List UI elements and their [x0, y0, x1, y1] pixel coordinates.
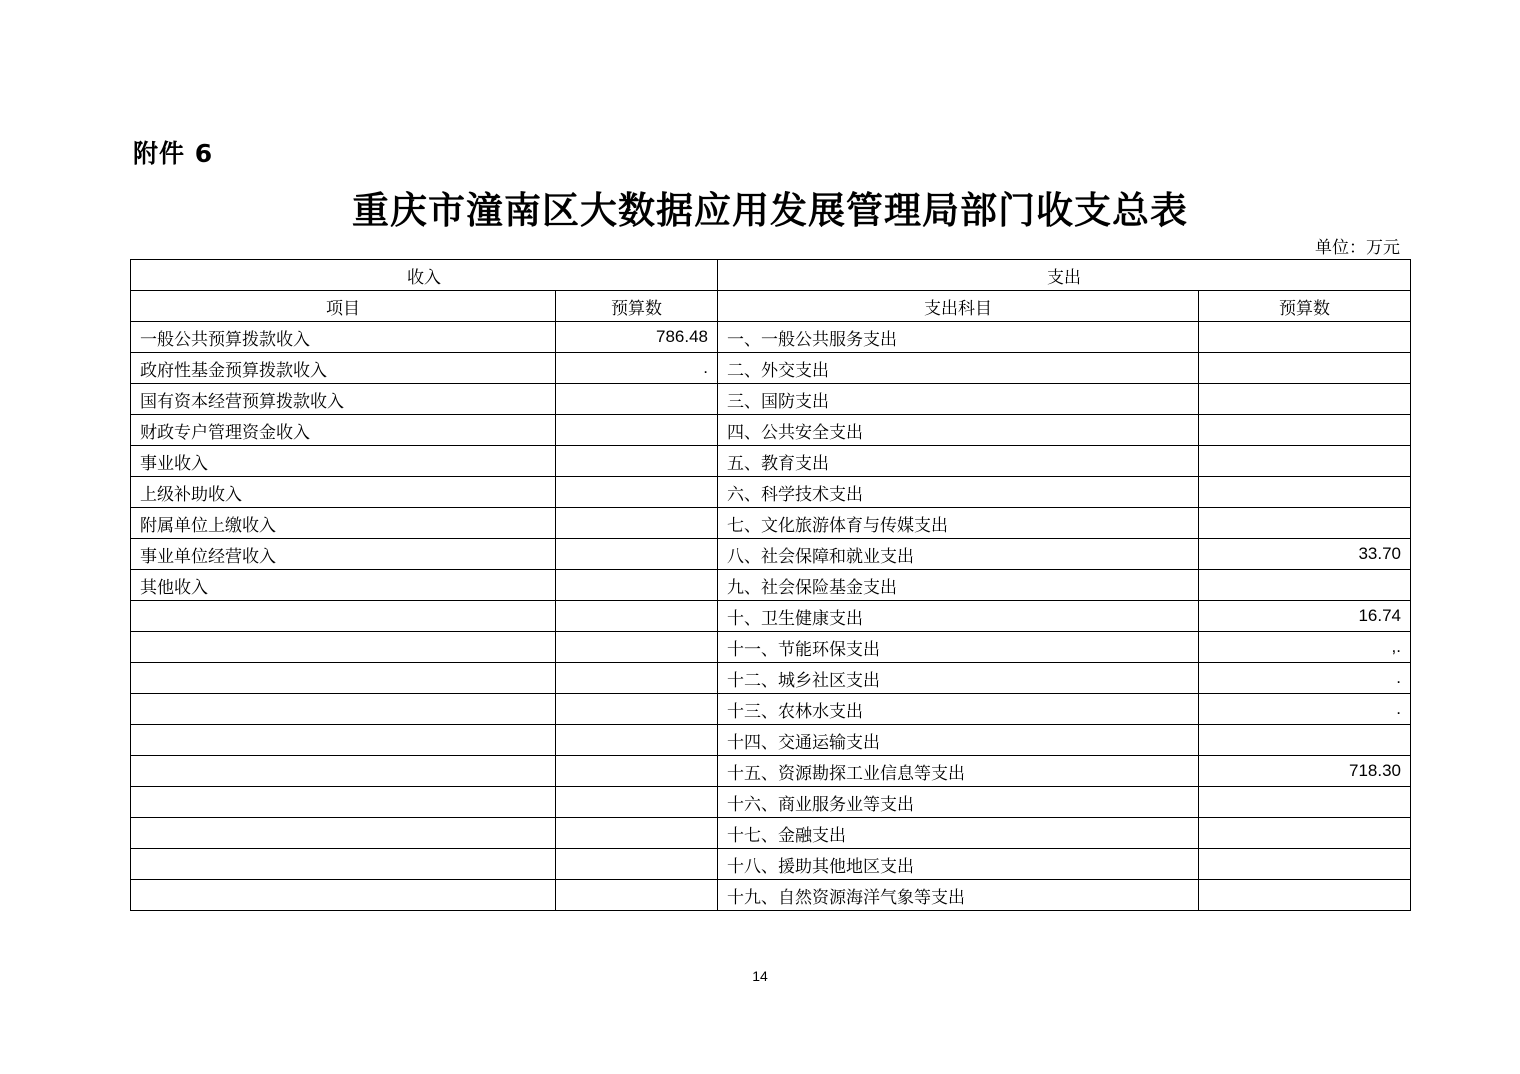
expense-item-cell: 十一、节能环保支出 — [718, 632, 1199, 663]
income-item-cell — [131, 756, 556, 787]
income-item-cell: 其他收入 — [131, 570, 556, 601]
expense-item-cell: 十二、城乡社区支出 — [718, 663, 1199, 694]
income-item-cell — [131, 725, 556, 756]
income-item-cell: 上级补助收入 — [131, 477, 556, 508]
income-budget-cell — [556, 849, 718, 880]
expense-budget-cell — [1199, 787, 1411, 818]
table-row — [131, 539, 1411, 570]
expense-budget-cell — [1199, 353, 1411, 384]
expense-item-cell: 十四、交通运输支出 — [718, 725, 1199, 756]
expense-item-cell: 十三、农林水支出 — [718, 694, 1199, 725]
table-row — [131, 446, 1411, 477]
income-budget-cell — [556, 756, 718, 787]
table-row — [131, 353, 1411, 384]
table-row — [131, 322, 1411, 353]
table-row — [131, 632, 1411, 663]
income-budget-cell — [556, 539, 718, 570]
expense-item-cell: 九、社会保险基金支出 — [718, 570, 1199, 601]
income-budget-cell — [556, 570, 718, 601]
income-item-cell — [131, 632, 556, 663]
expense-budget-cell — [1199, 508, 1411, 539]
expense-item-cell: 三、国防支出 — [718, 384, 1199, 415]
income-budget-cell — [556, 508, 718, 539]
income-budget-cell — [556, 787, 718, 818]
attachment-label: 附件 6 — [133, 139, 214, 168]
expense-budget-cell: 16.74 — [1199, 601, 1411, 632]
expense-budget-cell — [1199, 384, 1411, 415]
income-budget-cell — [556, 694, 718, 725]
income-item-header: 项目 — [131, 291, 556, 322]
document-title: 重庆市潼南区大数据应用发展管理局部门收支总表 — [352, 188, 1188, 232]
expense-item-cell: 一、一般公共服务支出 — [718, 322, 1199, 353]
expense-item-cell: 八、社会保障和就业支出 — [718, 539, 1199, 570]
expense-budget-cell — [1199, 446, 1411, 477]
expense-budget-header: 预算数 — [1199, 291, 1411, 322]
income-budget-cell — [556, 725, 718, 756]
expense-budget-cell — [1199, 570, 1411, 601]
table-row — [131, 756, 1411, 787]
budget-table — [130, 259, 1411, 911]
income-budget-header: 预算数 — [556, 291, 718, 322]
expense-item-cell: 十九、自然资源海洋气象等支出 — [718, 880, 1199, 911]
income-item-cell — [131, 849, 556, 880]
expense-item-cell: 二、外交支出 — [718, 353, 1199, 384]
income-budget-cell — [556, 663, 718, 694]
expense-item-cell: 六、科学技术支出 — [718, 477, 1199, 508]
income-item-cell: 国有资本经营预算拨款收入 — [131, 384, 556, 415]
income-budget-cell — [556, 601, 718, 632]
expense-budget-cell — [1199, 725, 1411, 756]
expense-budget-cell: ,. — [1199, 632, 1411, 663]
table-body — [131, 322, 1411, 911]
expense-item-cell: 十五、资源勘探工业信息等支出 — [718, 756, 1199, 787]
income-item-cell — [131, 880, 556, 911]
table-row — [131, 570, 1411, 601]
income-item-cell: 财政专户管理资金收入 — [131, 415, 556, 446]
page-number: 14 — [752, 968, 768, 984]
expense-budget-cell: 33.70 — [1199, 539, 1411, 570]
expense-item-cell: 十、卫生健康支出 — [718, 601, 1199, 632]
group-header-row — [131, 260, 1411, 291]
income-budget-cell: 786.48 — [556, 322, 718, 353]
table-row — [131, 694, 1411, 725]
income-budget-cell — [556, 446, 718, 477]
income-budget-cell — [556, 477, 718, 508]
income-item-cell — [131, 663, 556, 694]
table-row — [131, 415, 1411, 446]
income-budget-cell — [556, 818, 718, 849]
expense-budget-cell: 718.30 — [1199, 756, 1411, 787]
income-item-cell — [131, 818, 556, 849]
column-header-row — [131, 291, 1411, 322]
expense-budget-cell: . — [1199, 663, 1411, 694]
unit-label: 单位：万元 — [1315, 238, 1400, 258]
income-item-cell — [131, 694, 556, 725]
table-row — [131, 601, 1411, 632]
income-budget-cell — [556, 415, 718, 446]
expense-item-cell: 十七、金融支出 — [718, 818, 1199, 849]
table-row — [131, 818, 1411, 849]
expense-item-header: 支出科目 — [718, 291, 1199, 322]
expense-budget-cell — [1199, 849, 1411, 880]
expense-group-header: 支出 — [718, 260, 1411, 291]
income-group-header: 收入 — [131, 260, 718, 291]
income-item-cell: 政府性基金预算拨款收入 — [131, 353, 556, 384]
expense-budget-cell — [1199, 477, 1411, 508]
table-row — [131, 477, 1411, 508]
income-budget-cell — [556, 384, 718, 415]
expense-budget-cell — [1199, 415, 1411, 446]
table-row — [131, 880, 1411, 911]
expense-item-cell: 五、教育支出 — [718, 446, 1199, 477]
expense-budget-cell: . — [1199, 694, 1411, 725]
expense-budget-cell — [1199, 818, 1411, 849]
income-item-cell — [131, 787, 556, 818]
expense-item-cell: 十八、援助其他地区支出 — [718, 849, 1199, 880]
income-item-cell: 一般公共预算拨款收入 — [131, 322, 556, 353]
income-item-cell: 事业单位经营收入 — [131, 539, 556, 570]
table-row — [131, 849, 1411, 880]
expense-budget-cell — [1199, 880, 1411, 911]
table-row — [131, 384, 1411, 415]
expense-item-cell: 十六、商业服务业等支出 — [718, 787, 1199, 818]
expense-item-cell: 七、文化旅游体育与传媒支出 — [718, 508, 1199, 539]
income-budget-cell: . — [556, 353, 718, 384]
expense-budget-cell — [1199, 322, 1411, 353]
income-item-cell — [131, 601, 556, 632]
expense-item-cell: 四、公共安全支出 — [718, 415, 1199, 446]
income-budget-cell — [556, 632, 718, 663]
table-row — [131, 508, 1411, 539]
table-row — [131, 663, 1411, 694]
income-item-cell: 附属单位上缴收入 — [131, 508, 556, 539]
income-budget-cell — [556, 880, 718, 911]
income-item-cell: 事业收入 — [131, 446, 556, 477]
table-row — [131, 725, 1411, 756]
table-row — [131, 787, 1411, 818]
